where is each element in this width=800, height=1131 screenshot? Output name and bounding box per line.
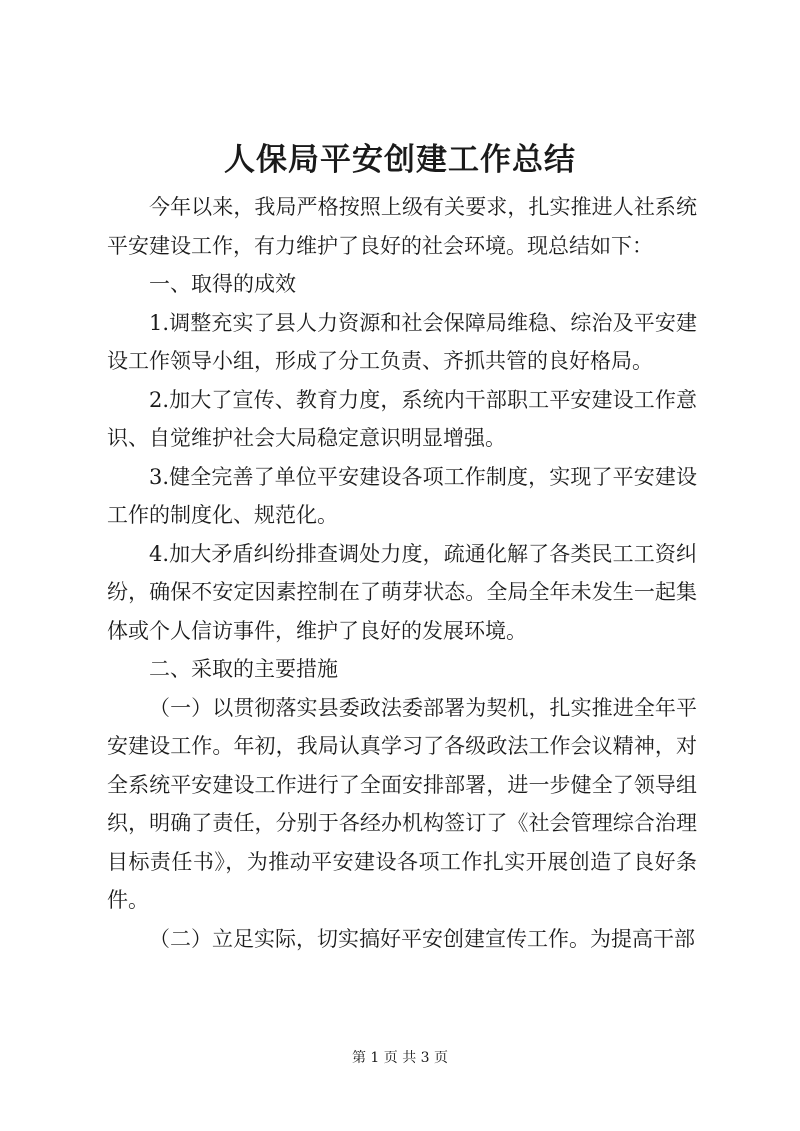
paragraph-achievement-3: 3.健全完善了单位平安建设各项工作制度，实现了平安建设工作的制度化、规范化。 — [107, 464, 697, 527]
heading-measures: 二、采取的主要措施 — [149, 657, 338, 681]
paragraph-achievement-1: 1.调整充实了县人力资源和社会保障局维稳、综治及平安建设工作领导小组，形成了分工负责、齐抓共管的良好格局。 — [107, 310, 697, 373]
paragraph-intro: 今年以来，我局严格按照上级有关要求，扎实推进人社系统平安建设工作，有力维护了良好的社会环境。现总结如下： — [107, 195, 697, 258]
document-body — [107, 188, 697, 958]
document-title: 人保局平安创建工作总结 — [224, 142, 576, 178]
page-footer: 第 1 页 共 3 页 — [351, 1050, 449, 1066]
paragraph-achievement-2: 2.加大了宣传、教育力度，系统内干部职工平安建设工作意识、自觉维护社会大局稳定意识明显增强。 — [107, 387, 697, 450]
paragraph-measure-2: （二）立足实际，切实搞好平安创建宣传工作。为提高干部 — [149, 926, 695, 951]
paragraph-measure-1: （一）以贯彻落实县委政法委部署为契机，扎实推进全年平安建设工作。年初，我局认真学习了各级政法工作会议精神，对全系统平安建设工作进行了全面安排部署，进一步健全了领导组织，明确了责任，分别于各经办机构签订了《社会管理综合治理目标责任书》，为推动平安建设各项工作扎实开展创造了良好条件。 — [107, 695, 697, 912]
paragraph-achievement-4: 4.加大矛盾纠纷排查调处力度，疏通化解了各类民工工资纠纷，确保不安定因素控制在了萌芽状态。全局全年未发生一起集体或个人信访事件，维护了良好的发展环境。 — [107, 541, 697, 643]
heading-achievements: 一、取得的成效 — [149, 272, 296, 296]
